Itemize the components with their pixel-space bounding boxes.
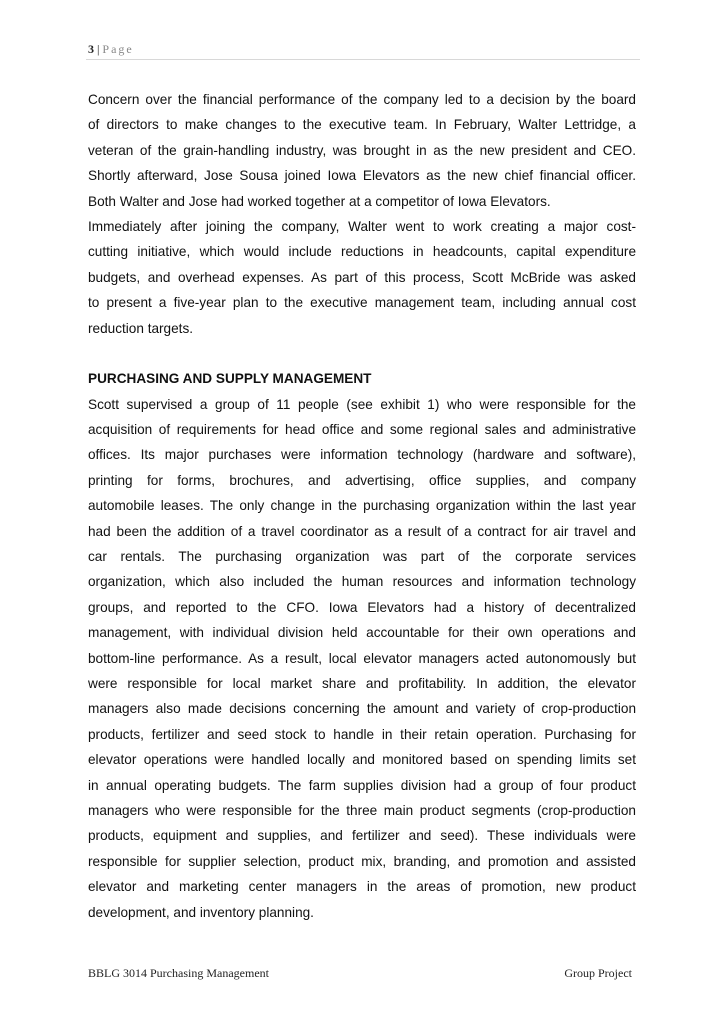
text-line: products, equipment and supplies, and fertilizer and seed). These individuals were bbox=[88, 828, 636, 844]
header-rule bbox=[86, 59, 640, 60]
text-line: Scott supervised a group of 11 people (see exhibit 1) who were responsible for the bbox=[88, 396, 636, 412]
text-line: acquisition of requirements for head office and some regional sales and administrative bbox=[88, 422, 636, 438]
text-line: development, and inventory planning. bbox=[88, 904, 314, 920]
paragraph bbox=[88, 214, 636, 341]
footer-title: Group Project bbox=[564, 966, 632, 980]
text-line: elevator and marketing center managers in the areas of promotion, new product bbox=[88, 879, 636, 895]
text-line: cutting initiative, which would include reductions in headcounts, capital expenditure bbox=[88, 244, 636, 260]
text-line: offices. Its major purchases were information technology (hardware and software), bbox=[88, 447, 636, 463]
text-line: management, with individual division held accountable for their own operations and bbox=[88, 625, 636, 641]
text-line: products, fertilizer and seed stock to handle in their retain operation. Purchasing for bbox=[88, 726, 636, 742]
text-line: of directors to make changes to the executive team. In February, Walter Lettridge, a bbox=[88, 117, 636, 133]
text-line: car rentals. The purchasing organization was part of the corporate services bbox=[88, 549, 636, 565]
text-line: bottom-line performance. As a result, local elevator managers acted autonomously but bbox=[88, 650, 636, 666]
text-line: to present a five-year plan to the executive management team, including annual cost bbox=[88, 295, 636, 311]
header-separator: | bbox=[97, 42, 100, 56]
text-line: Shortly afterward, Jose Sousa joined Iowa Elevators as the new chief financial officer. bbox=[88, 168, 636, 184]
text-line: groups, and reported to the CFO. Iowa Elevators had a history of decentralized bbox=[88, 599, 636, 615]
paragraph bbox=[88, 392, 636, 925]
paragraph bbox=[88, 87, 636, 214]
text-line: had been the addition of a travel coordinator as a result of a contract for air travel and bbox=[88, 523, 636, 539]
page-label: Page bbox=[102, 42, 134, 56]
text-line: automobile leases. The only change in the purchasing organization within the last year bbox=[88, 498, 636, 514]
footer-course: BBLG 3014 Purchasing Management bbox=[88, 966, 269, 980]
page-number: 3 bbox=[88, 42, 94, 56]
text-line: elevator operations were handled locally and monitored based on spending limits set bbox=[88, 752, 636, 768]
text-line: were responsible for local market share and profitability. In addition, the elevator bbox=[88, 675, 636, 691]
text-line: in annual operating budgets. The farm supplies division had a group of four product bbox=[88, 777, 636, 793]
text-line: managers also made decisions concerning the amount and variety of crop-production bbox=[88, 701, 636, 717]
text-line: Both Walter and Jose had worked together at a competitor of Iowa Elevators. bbox=[88, 193, 551, 209]
text-line: reduction targets. bbox=[88, 320, 194, 336]
text-line: printing for forms, brochures, and advertising, office supplies, and company bbox=[88, 472, 636, 488]
text-line: budgets, and overhead expenses. As part of this process, Scott McBride was asked bbox=[88, 269, 636, 285]
text-line: responsible for supplier selection, product mix, branding, and promotion and assisted bbox=[88, 853, 636, 869]
spacer bbox=[88, 341, 636, 366]
page-header bbox=[88, 42, 134, 57]
text-line: veteran of the grain-handling industry, was brought in as the new president and CEO. bbox=[88, 142, 636, 158]
text-line: Immediately after joining the company, Walter went to work creating a major cost- bbox=[88, 218, 636, 234]
section-heading: PURCHASING AND SUPPLY MANAGEMENT bbox=[88, 371, 372, 387]
text-line: Concern over the financial performance of the company led to a decision by the board bbox=[88, 92, 636, 107]
text-line: managers who were responsible for the three main product segments (crop-production bbox=[88, 802, 636, 818]
text-line: organization, which also included the human resources and information technology bbox=[88, 574, 636, 590]
document-body bbox=[88, 87, 636, 925]
